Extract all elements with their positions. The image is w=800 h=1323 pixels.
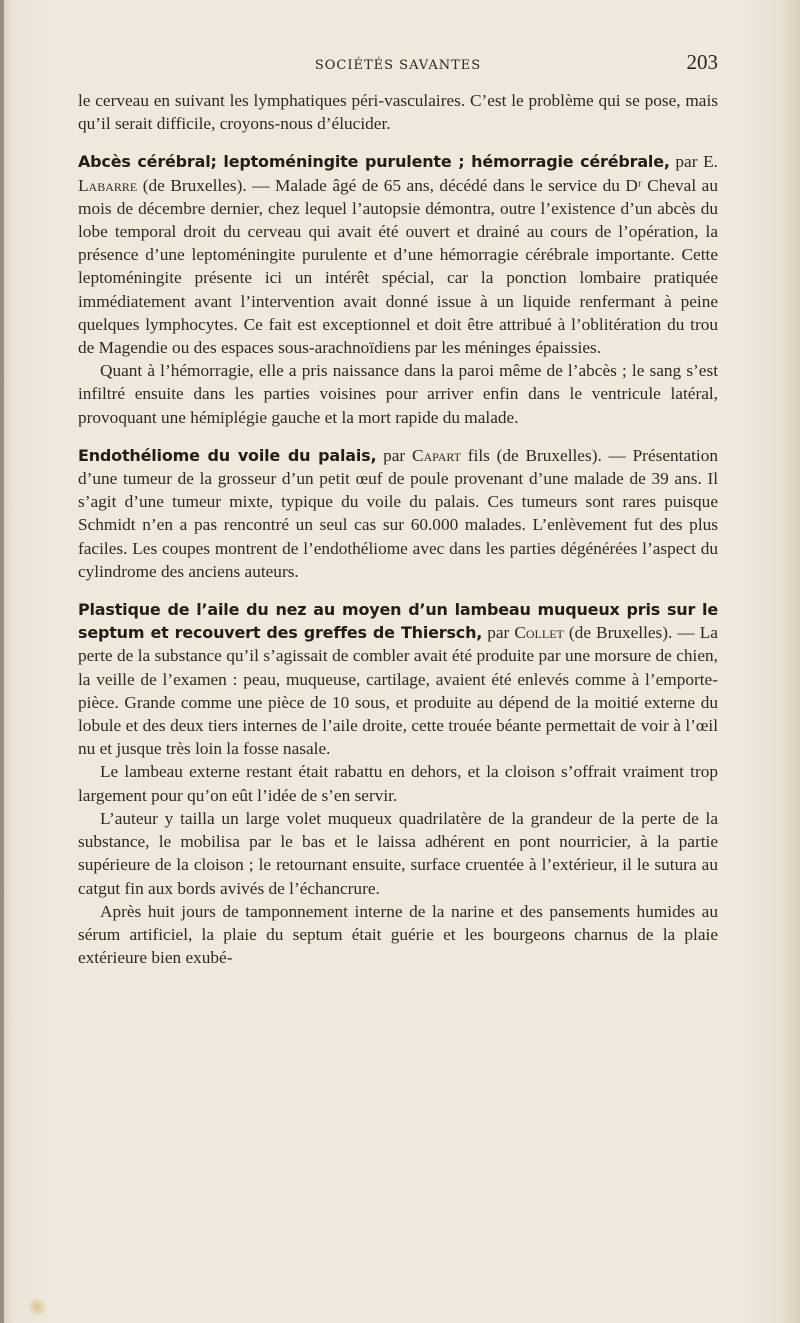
author-name: Capart [411,445,462,465]
paper-stain [28,1296,46,1318]
paragraph-pansements: Après huit jours de tamponnement interne de la narine et des pansements humides au sérum artificiel, la plaie du septum était guérie et les bourgeons charnus de la plaie extérieure bien exubé- [78,901,718,968]
section-heading: Plastique de l’aile du nez au moyen d’un lambeau muqueux pris sur le septum et recouvert des greffes de Thiersch, [78,600,718,643]
author-name: Labarre [78,175,138,195]
paragraph-continuation: le cerveau en suivant les lymphatiques péri-vasculaires. C’est le problème qui se pose, mais qu’il serait difficile, croyons-nous d’élucider. [78,91,718,134]
section-endotheliome [78,444,718,583]
section-heading: Endothéliome du voile du palais, [78,445,377,465]
section-heading: Abcès cérébral; leptoméningite purulente ; hémorragie cérébrale, [78,152,670,172]
author-prefix: par E. [669,152,719,172]
section-text: fils (de Bruxelles). — Présentation d’une tumeur de la grosseur d’un petit œuf de poule provenant d’une malade de 39 ans. Il s’agit d’une tumeur mixte, typique du voile du palais. Ces tumeurs sont rares puisque Schmidt n’en a pas rencontré un seul cas sur 60.000 malades. L’enlèvement fut des plus faciles. Les coupes montrent de l’endothéliome avec dans les parties dégénérées l’aspect du cylindrome des anciens auteurs. [78,445,719,581]
running-title: SOCIÉTÉS SAVANTES [314,58,482,73]
author-prefix: par [376,445,412,465]
body-text [78,89,718,969]
paragraph-auteur: L’auteur y tailla un large volet muqueux quadrilatère de la grandeur de la perte de la substance, le mobilisa par le bas et le laissa adhérent en pont nourricier, à la partie supérieure de la cloison ; le retournant ensuite, surface cruentée à l’extérieur, il le sutura au catgut fin aux bords avivés de l’échancrure. [78,808,718,898]
page-number: 203 [686,50,718,74]
author-prefix: par [482,623,515,643]
section-text: (de Bruxelles). — La perte de la substance qu’il s’agissait de combler avait été produite par une morsure de chien, la veille de l’examen : peau, muqueuse, cartilage, avaient été enlevés comme à l’emporte-pièce. Grande comme une pièce de 10 sous, et produite au dépend de la moitié externe du lobule et des deux tiers internes de l’aile droite, cette trouée béante permettait de voir à l’œil nu et jusque très loin la fosse nasale. [78,623,718,759]
author-name: Collet [514,623,564,643]
paragraph-hemorragie: Quant à l’hémorragie, elle a pris naissance dans la paroi même de l’abcès ; le sang s’est infiltré ensuite dans les parties voisines pour arriver enfin dans le ventricule latéral, provoquant une hémiplégie gauche et la mort rapide du malade. [78,361,718,427]
paragraph-lambeau: Le lambeau externe restant était rabattu en dehors, et la cloison s’offrait vraiment trop largement pour qu’on eût l’idée de s’en servir. [78,762,718,805]
section-abces-cerebral [78,150,718,359]
page-header [78,50,718,80]
section-plastique-aile-nez [78,598,718,760]
section-text: (de Bruxelles). — Malade âgé de 65 ans, décédé dans le service du Dʳ Cheval au mois de décembre dernier, chez lequel l’autopsie démontra, outre l’existence d’un abcès du lobe temporal droit du cerveau qui avait été ouvert et drainé au cours de l’opération, la présence d’une leptoméningite purulente et d’une hémorragie cérébrale importante. Cette leptoméningite présente ici un intérêt spécial, car la ponction lombaire pratiquée immédiatement avant l’intervention avait donné issue à un liquide renfermant à peine quelques lymphocytes. Ce fait est exceptionnel et doit être attribué à l’oblitération du trou de Magendie ou des espaces sous-arachnoïdiens par les méninges épaissies. [78,175,718,358]
